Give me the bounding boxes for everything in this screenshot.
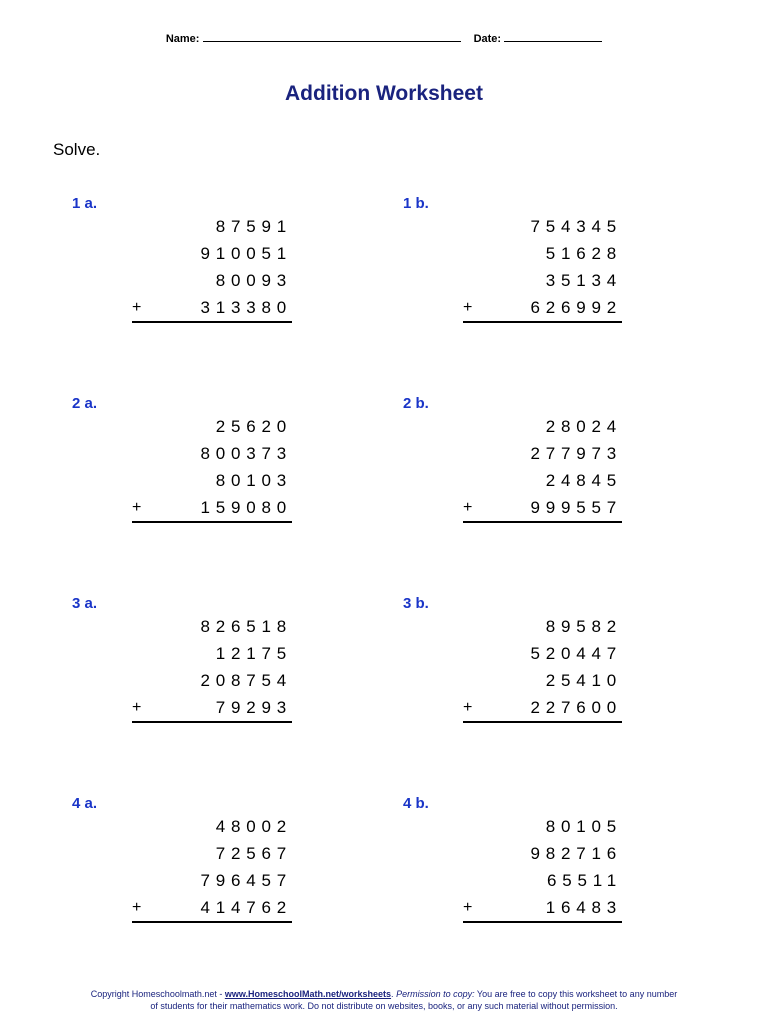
header xyxy=(0,30,768,45)
instructions: Solve. xyxy=(53,140,101,159)
addend: 159080 xyxy=(200,498,292,517)
plus-sign: + xyxy=(132,699,142,716)
addend: 208754 xyxy=(200,671,292,690)
addend: 227600 xyxy=(530,698,622,717)
sum-line xyxy=(463,921,622,923)
addend: 25620 xyxy=(215,417,292,436)
footer-permission-text: You are free to copy this worksheet to any number of students for their mathematics work. Do not distribute on websites, books, or any such material without permission. xyxy=(150,989,678,1011)
addend: 72567 xyxy=(215,844,292,863)
addend: 80093 xyxy=(215,271,292,290)
date-field[interactable] xyxy=(504,30,602,42)
plus-sign: + xyxy=(132,499,142,516)
problem-6 xyxy=(403,595,622,735)
footer-separator: . xyxy=(391,989,397,999)
plus-sign: + xyxy=(132,899,142,916)
problem-5 xyxy=(72,595,292,735)
plus-sign: + xyxy=(132,299,142,316)
plus-sign: + xyxy=(463,299,473,316)
problem-label: 3 a. xyxy=(72,595,98,612)
sum-line xyxy=(463,721,622,723)
footer-permission-label: Permission to copy: xyxy=(396,989,475,999)
footer xyxy=(90,988,678,1012)
page-title: Addition Worksheet xyxy=(285,82,483,105)
sum-line xyxy=(132,921,292,923)
sum-line xyxy=(132,521,292,523)
addend: 754345 xyxy=(530,217,622,236)
addend: 313380 xyxy=(200,298,292,317)
footer-link[interactable]: www.HomeschoolMath.net/worksheets xyxy=(224,989,392,999)
addend: 89582 xyxy=(545,617,622,636)
addend: 910051 xyxy=(200,244,292,263)
addend: 48002 xyxy=(215,817,292,836)
addend: 800373 xyxy=(200,444,292,463)
addend: 51628 xyxy=(545,244,622,263)
problem-label: 2 a. xyxy=(72,395,98,412)
problem-1 xyxy=(72,195,292,335)
addend: 79293 xyxy=(215,698,292,717)
sum-line xyxy=(132,721,292,723)
addend: 24845 xyxy=(545,471,622,490)
sum-line xyxy=(463,321,622,323)
date-label: Date: xyxy=(473,33,502,45)
addend: 80105 xyxy=(545,817,622,836)
plus-sign: + xyxy=(463,499,473,516)
addend: 16483 xyxy=(545,898,622,917)
problem-label: 1 a. xyxy=(72,195,98,212)
sum-line xyxy=(463,521,622,523)
problem-label: 4 a. xyxy=(72,795,98,812)
problem-label: 1 b. xyxy=(403,195,429,212)
problem-3 xyxy=(72,395,292,535)
addend: 80103 xyxy=(215,471,292,490)
footer-copyright: Copyright Homeschoolmath.net - xyxy=(90,989,225,999)
addend: 626992 xyxy=(530,298,622,317)
addend: 277973 xyxy=(530,444,622,463)
problem-4 xyxy=(403,395,622,535)
name-field[interactable] xyxy=(203,30,461,42)
problem-label: 3 b. xyxy=(403,595,429,612)
addend: 826518 xyxy=(200,617,292,636)
addend: 796457 xyxy=(200,871,292,890)
sum-line xyxy=(132,321,292,323)
addend: 25410 xyxy=(545,671,622,690)
addend: 520447 xyxy=(530,644,622,663)
plus-sign: + xyxy=(463,899,473,916)
addend: 65511 xyxy=(546,871,622,890)
addend: 982716 xyxy=(530,844,622,863)
problem-label: 2 b. xyxy=(403,395,429,412)
problem-label: 4 b. xyxy=(403,795,429,812)
addend: 12175 xyxy=(215,644,292,663)
problem-8 xyxy=(403,795,622,935)
name-label: Name: xyxy=(165,33,200,45)
addend: 28024 xyxy=(545,417,622,436)
addend: 35134 xyxy=(545,271,622,290)
addend: 87591 xyxy=(215,217,292,236)
problem-2 xyxy=(403,195,622,335)
addend: 414762 xyxy=(200,898,292,917)
addend: 999557 xyxy=(530,498,622,517)
plus-sign: + xyxy=(463,699,473,716)
problem-7 xyxy=(72,795,292,935)
